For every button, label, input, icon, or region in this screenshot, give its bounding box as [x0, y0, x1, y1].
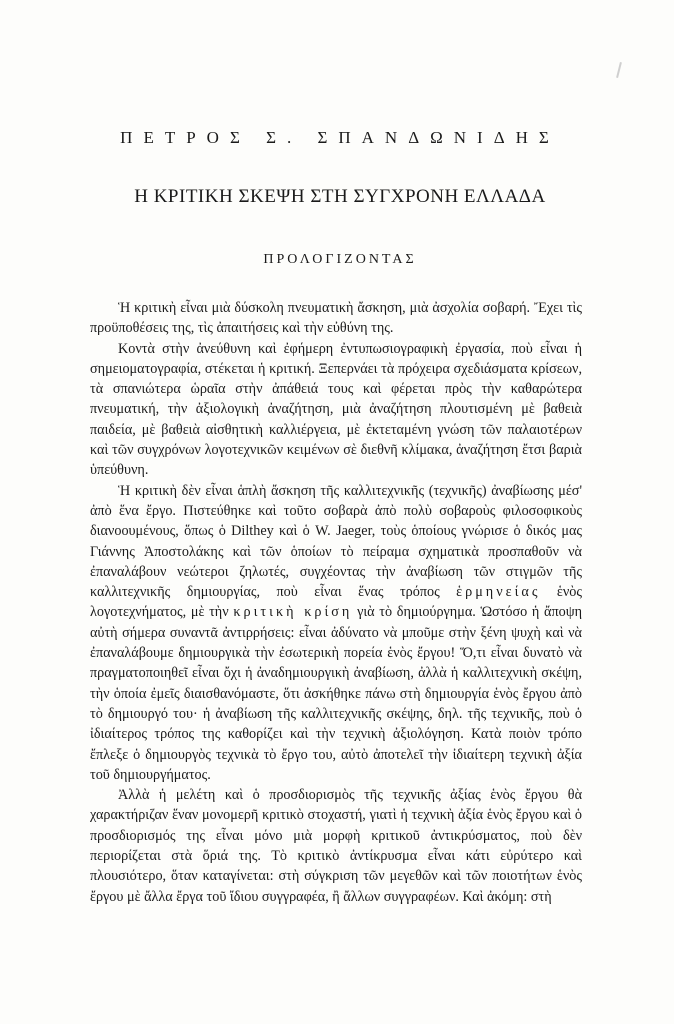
paragraph-2: Κοντὰ στὴν ἀνεύθυνη καὶ ἐφήμερη ἐντυπωσιογραφικὴ ἐργασία, ποὺ εἶναι ἡ σημειοματογραφία, στέκεται ἡ κριτική. Ξεπερνάει τὰ πρόχειρα σχεδιάσματα κρίσεων, τὰ σπανιώτερα ὡραῖα στὴν ἀπάθειά τους καὶ φέρεται πρὸς τὴν καθαρώτερα πνευματική, τὴν ἀξιολογικὴ ἀναζήτηση, μιὰ ἀναζήτηση πλουτισμένη μὲ βαθειὰ παιδεία, μὲ βαθειὰ αἰσθητικὴ καλλιέργεια, μὲ ἐκτεταμένη γνώση τῶν παλαιοτέρων καὶ τῶν συγχρόνων λογοτεχνικῶν κειμένων σὲ διεθνῆ κλίμακα, ἀναζήτηση ἔτσι βαριὰ ὑπεύθυνη.	[90, 340, 582, 479]
emphasis-critical-judgement: κριτικὴ κρίση	[233, 604, 353, 621]
author-name: ΠΕΤΡΟΣ Σ. ΣΠΑΝΔΩΝΙΔΗΣ	[120, 128, 560, 147]
paragraph-1: Ἡ κριτικὴ εἶναι μιὰ δύσκολη πνευματικὴ ἄσκηση, μιὰ ἀσχολία σοβαρή. Ἔχει τὶς προϋποθέσεις της, τὶς ἀπαιτήσεις καὶ τὴν εὐθύνη της.	[90, 300, 582, 337]
paragraph-3	[90, 481, 582, 785]
paragraph-3-text-b: ἑνὸς λογοτεχνήματος, μὲ τὴν	[90, 584, 582, 621]
section-heading: ΠΡΟΛΟΓΙΖΟΝΤΑΣ	[263, 252, 417, 267]
essay-title: Η ΚΡΙΤΙΚΗ ΣΚΕΨΗ ΣΤΗ ΣΥΓΧΡΟΝΗ ΕΛΛΑΔΑ	[134, 186, 546, 207]
scan-mark	[616, 62, 622, 78]
body-text	[90, 298, 582, 907]
paragraph-3-text-c: γιὰ τὸ δημιούργημα. Ὡστόσο ἡ ἄποψη αὐτὴ σήμερα συναντᾶ ἀντιρρήσεις: εἶναι ἀδύνατο νὰ μποῦμε στὴν ξένη ψυχὴ καὶ νὰ ἐπαναλάβουμε δημιουργικὰ τὴν ἐσωτερικὴ πορεία ἑνὸς ἔργου! Ὅ,τι εἶναι δυνατὸ νὰ πραγματοποιηθεῖ εἶναι ὄχι ἡ ἀναδημιουργικὴ ἀναβίωση, ἀλλὰ ἡ καλλιτεχνικὴ σκέψη, τὴν ὁποία ἐμεῖς διαισθανόμαστε, ὅτι ἀσκήθηκε πάνω στὴ δημιουργία ἑνὸς ἔργου ἀπὸ τὸ δημιουργό του· ἡ ἀναβίωση τῆς καλλιτεχνικῆς σκέψης, δηλ. τῆς τεχνικῆς, ποὺ ὁ ἰδιαίτερος τρόπος της καθορίζει καὶ τὴν τεχνικὴ ἀξιολόγηση. Κατὰ ποιὸν τρόπο ἔπλεξε ὁ δημιουργὸς τεχνικὰ τὸ ἔργο του, αὐτὸ ἀποτελεῖ τὴν ἰδιαίτερη τεχνικὴ ἀξία τοῦ δημιουργήματος.	[90, 604, 583, 783]
paragraph-3-text-a: Ἡ κριτικὴ δὲν εἶναι ἁπλὴ ἄσκηση τῆς καλλιτεχνικῆς (τεχνικῆς) ἀναβίωσης μέσ' ἀπὸ ἕνα ἔργο. Πιστεύθηκε καὶ τοῦτο σοβαρὰ ἀπὸ πολὺ σοβαροὺς φιλοσοφικοὺς διανοουμένους, ὅπως ὁ Dilthey καὶ ὁ W. Jaeger, τοὺς ὁποίους γνώρισε ὁ δικός μας Γιάννης Ἀποστολάκης καὶ τῶν ὁποίων τὸ πείραμα σχηματικὰ προσπαθοῦν νὰ ἐπαναλάβουν νεώτεροι ζηλωτές, συγχέοντας τὴν ἀναβίωση τῶν στιγμῶν τῆς καλλιτεχνικῆς δημιουργίας, ποὺ εἶναι ἕνας τρόπος	[90, 482, 582, 601]
paragraph-4: Ἀλλὰ ἡ μελέτη καὶ ὁ προσδιορισμὸς τῆς τεχνικῆς ἀξίας ἑνὸς ἔργου θὰ χαρακτήριζαν ἕναν μονομερῆ κριτικὸ στοχαστή, γιατὶ ἡ τεχνικὴ ἀξία ἑνὸς ἔργου καὶ ὁ προσδιορισμός της εἶναι μόνο μιὰ μορφὴ κριτικοῦ ἀντικρύσματος, ποὺ δὲν περιορίζεται στὰ ὅριά της. Τὸ κριτικὸ ἀντίκρυσμα εἶναι κάτι εὐρύτερο καὶ πλουσιότερο, ὅταν καταγίνεται: στὴ σύγκριση τῶν μεγεθῶν καὶ τῶν ποιοτήτων ἑνὸς ἔργου μὲ ἄλλα ἔργα τοῦ ἴδιου συγγραφέα, ἢ ἄλλων συγγραφέων. Καὶ ἀκόμη: στὴ	[90, 787, 582, 905]
emphasis-interpretation: ἑρμηνείας	[456, 584, 541, 601]
